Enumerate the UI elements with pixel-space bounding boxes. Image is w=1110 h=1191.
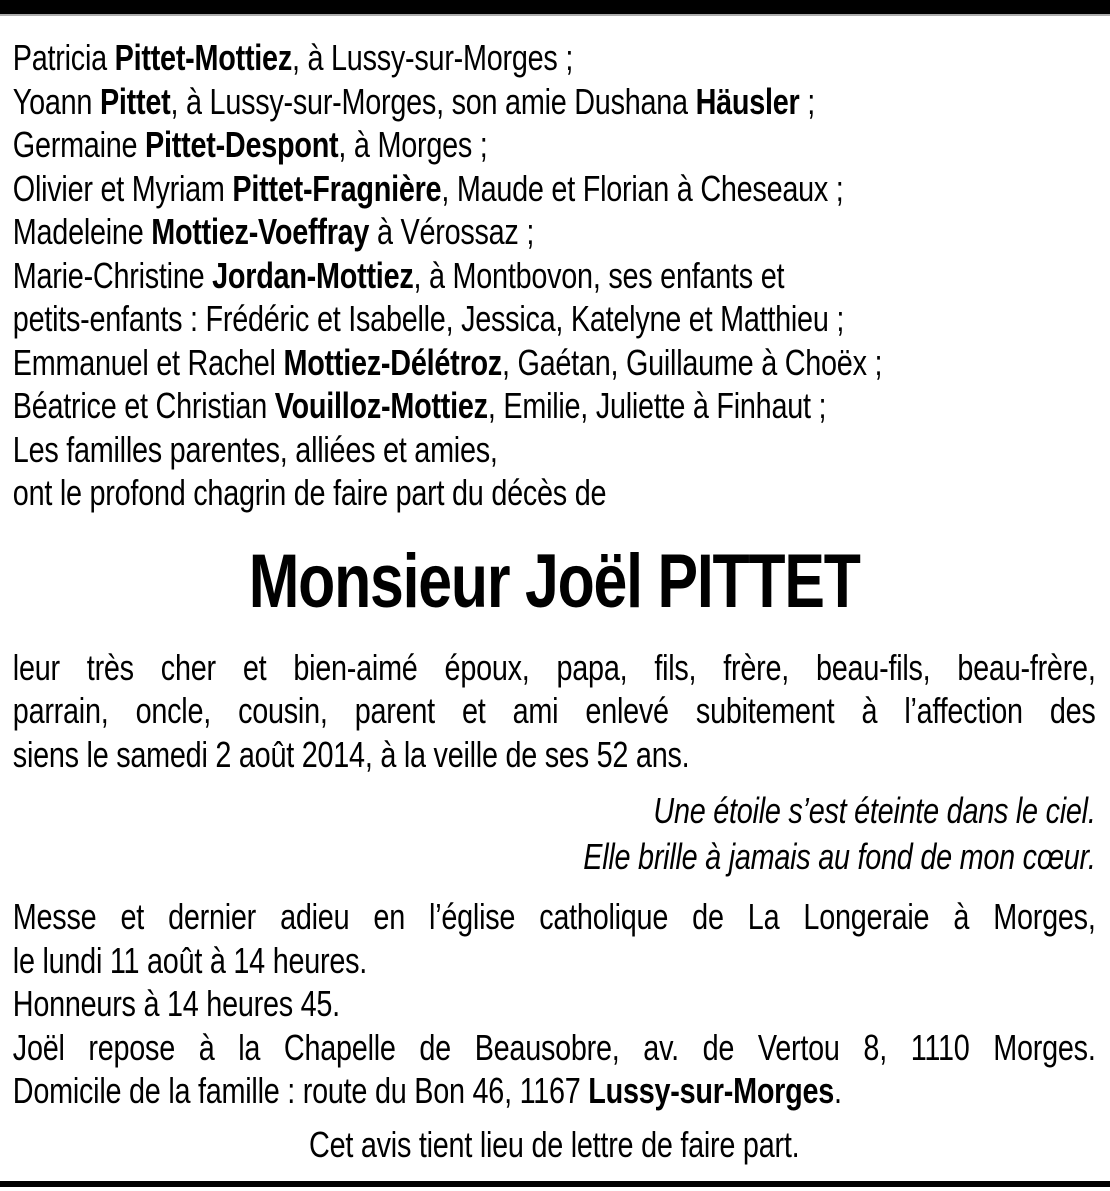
text-segment: , Gaétan, Guillaume à Choëx ; (501, 341, 883, 383)
notice-line (13, 689, 1096, 733)
notice-line (13, 1026, 1096, 1070)
text-segment: leur très cher et bien-aimé époux, papa, fils, frère, beau-fils, beau-frère, (12, 646, 1096, 688)
text-segment: Joël repose à la Chapelle de Beausobre, av. de Vertou 8, 1110 Morges. (12, 1026, 1096, 1068)
text-segment: , à Morges ; (338, 124, 488, 165)
notice-line (13, 36, 1096, 80)
notice-line (13, 733, 1096, 777)
notice-line (13, 254, 1096, 298)
memorial-quote-section (13, 788, 1096, 880)
text-segment: , Emilie, Juliette à Finhaut ; (487, 385, 827, 426)
text-segment: Pittet-Mottiez (114, 37, 292, 78)
text-segment: Jordan-Mottiez (212, 254, 414, 296)
footer-note: Cet avis tient lieu de lettre de faire part. (309, 1123, 800, 1165)
text-segment: Domicile de la famille : route du Bon 46, 1167 (12, 1070, 589, 1111)
intro-paragraph-section (13, 646, 1096, 777)
text-segment: Madeleine (12, 211, 152, 252)
top-border-rule (0, 0, 1110, 14)
text-segment: Patricia (12, 37, 115, 78)
notice-line (13, 297, 1096, 341)
text-segment: Yoann (12, 80, 100, 122)
text-segment: ont le profond chagrin de faire part du décès de (12, 472, 607, 513)
notice-line (13, 428, 1096, 472)
text-segment: , à Lussy-sur-Morges ; (291, 37, 574, 78)
text-segment: , à Montbovon, ses enfants et (413, 254, 785, 296)
text-segment: Une étoile s’est éteinte dans le ciel. (653, 790, 1096, 831)
text-segment: siens le samedi 2 août 2014, à la veille de ses 52 ans. (12, 733, 690, 775)
notice-line (13, 471, 1096, 515)
text-segment: , à Lussy-sur-Morges, son amie Dushana (170, 80, 696, 122)
notice-line (13, 80, 1096, 124)
text-segment: Honneurs à 14 heures 45. (12, 983, 340, 1024)
notice-line (13, 982, 1096, 1026)
text-segment: Mottiez-Voeffray (151, 211, 370, 252)
notice-content (0, 14, 1110, 1166)
family-lines-section (13, 36, 1096, 515)
text-segment: Les familles parentes, alliées et amies, (12, 428, 498, 470)
text-segment: Pittet-Fragnière (232, 167, 442, 209)
notice-line (13, 341, 1096, 385)
text-segment: Emmanuel et Rachel (12, 341, 284, 383)
text-segment: . (834, 1070, 842, 1111)
notice-line (13, 210, 1096, 254)
bottom-border-rule (0, 1181, 1110, 1187)
text-segment: Vouilloz-Mottiez (274, 385, 488, 426)
text-segment: Pittet (99, 80, 171, 122)
text-segment: le lundi 11 août à 14 heures. (12, 939, 368, 981)
text-segment: Häusler (695, 80, 800, 122)
text-segment: Elle brille à jamais au fond de mon cœur. (583, 836, 1096, 877)
text-segment: Mottiez-Délétroz (283, 341, 502, 383)
notice-content-wrapper (0, 14, 1110, 1166)
deceased-name-title: Monsieur Joël PITTET (248, 538, 860, 624)
notice-line (13, 1069, 1096, 1113)
notice-line (13, 123, 1096, 167)
text-segment: à Vérossaz ; (369, 211, 535, 252)
text-segment: ; (799, 80, 816, 122)
text-segment: Germaine (12, 124, 146, 165)
text-segment: , Maude et Florian à Cheseaux ; (441, 167, 844, 209)
notice-line (13, 895, 1096, 939)
notice-line (13, 167, 1096, 211)
text-segment: petits-enfants : Frédéric et Isabelle, Jessica, Katelyne et Matthieu ; (12, 298, 845, 339)
text-segment: parrain, oncle, cousin, parent et ami enlevé subitement à l’affection des (12, 690, 1096, 731)
notice-line (13, 384, 1096, 428)
text-segment: Messe et dernier adieu en l’église catholique de La Longeraie à Morges, (12, 896, 1096, 937)
text-segment: Olivier et Myriam (12, 167, 233, 209)
notice-line (13, 788, 1096, 834)
text-segment: Marie-Christine (12, 254, 213, 296)
notice-line (13, 939, 1096, 983)
text-segment: Lussy-sur-Morges (588, 1070, 835, 1111)
funeral-info-section (13, 895, 1096, 1113)
text-segment: Pittet-Despont (145, 124, 339, 165)
text-segment: Béatrice et Christian (12, 385, 275, 426)
notice-line (13, 834, 1096, 880)
notice-line (13, 646, 1096, 690)
